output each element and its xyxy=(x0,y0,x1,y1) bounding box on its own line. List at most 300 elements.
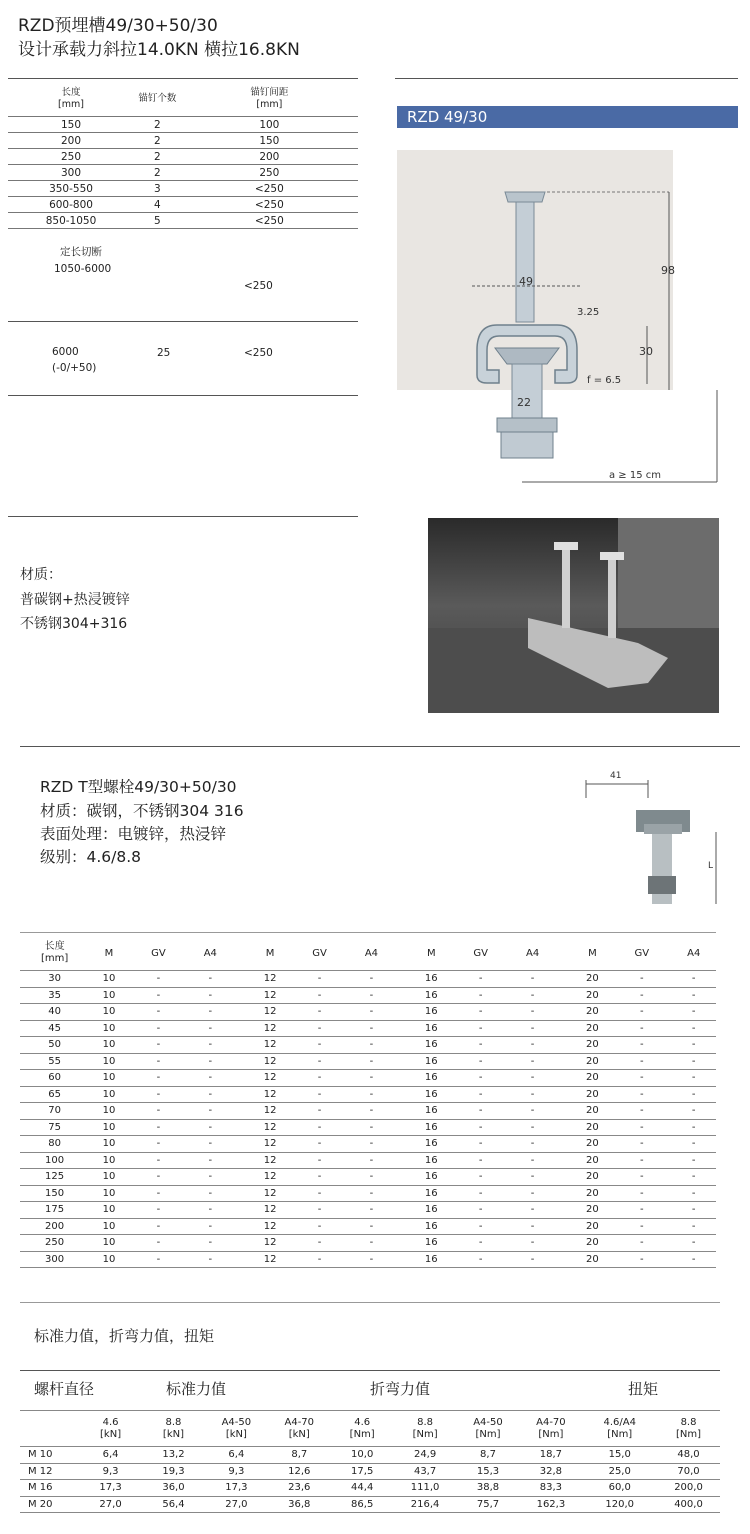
table-cell: - xyxy=(369,1171,374,1183)
table-cell: 35 xyxy=(48,989,61,1001)
table-row xyxy=(20,1152,716,1169)
table-cell: - xyxy=(156,1088,161,1100)
cut-length: 1050-6000 xyxy=(54,263,112,275)
spec-cell: 100 xyxy=(259,118,280,131)
table-cell: - xyxy=(691,1072,696,1084)
spec-table-row xyxy=(8,180,358,196)
table-row xyxy=(20,1168,716,1185)
fixed-length: 6000 xyxy=(52,346,79,358)
table-cell: - xyxy=(208,989,213,1001)
table-cell: - xyxy=(478,1105,483,1117)
bolt-table-header xyxy=(20,936,716,970)
table-cell: - xyxy=(691,1105,696,1117)
table-row xyxy=(20,1496,720,1513)
table-cell: 16 xyxy=(424,1105,438,1117)
table-cell: 45 xyxy=(48,1022,61,1034)
table-cell: - xyxy=(208,1204,213,1216)
table-cell: - xyxy=(156,1039,161,1051)
table-cell: - xyxy=(530,973,535,985)
table-cell: 75,7 xyxy=(476,1498,500,1510)
table-cell: 27,0 xyxy=(99,1498,122,1510)
table-cell: - xyxy=(478,1204,483,1216)
table-cell: 10 xyxy=(102,1006,116,1018)
table-cell: - xyxy=(208,1121,213,1133)
table-cell: - xyxy=(317,1022,322,1034)
table-row xyxy=(20,1020,716,1037)
table-cell: 16 xyxy=(424,1220,438,1232)
table-cell: 16 xyxy=(424,1138,438,1150)
table-cell: - xyxy=(317,973,322,985)
table-cell: 16 xyxy=(424,989,438,1001)
table-row xyxy=(20,1251,716,1268)
table-cell: 20 xyxy=(586,1055,599,1067)
bolt-table xyxy=(20,936,716,1268)
bolt-title: RZD T型螺栓49/30+50/30 xyxy=(40,778,237,796)
table-cell: 20 xyxy=(586,1039,599,1051)
table-cell: M 20 xyxy=(28,1498,53,1510)
table-cell: - xyxy=(691,1171,696,1183)
spec-table-row xyxy=(8,116,358,132)
table-cell: - xyxy=(691,1154,696,1166)
table-cell: - xyxy=(530,1022,535,1034)
table-cell: 12 xyxy=(263,1072,277,1084)
table-cell: 20 xyxy=(586,1154,599,1166)
table-cell: - xyxy=(530,1187,535,1199)
table-cell: - xyxy=(317,1220,322,1232)
material-line2: 不锈钢304+316 xyxy=(20,616,128,632)
table-cell: 70 xyxy=(48,1105,61,1117)
table-cell: - xyxy=(317,1253,322,1265)
table-cell: M 16 xyxy=(28,1482,53,1494)
table-cell: 16 xyxy=(424,1204,438,1216)
t-bolt-drawing xyxy=(570,760,730,910)
table-cell: 70,0 xyxy=(677,1465,700,1477)
table-cell: 20 xyxy=(586,1022,599,1034)
table-cell: 9,3 xyxy=(102,1465,119,1477)
table-cell: - xyxy=(478,1072,483,1084)
table-cell: 12 xyxy=(263,1039,277,1051)
table-cell: 83,3 xyxy=(539,1482,563,1494)
table-cell: - xyxy=(478,1187,483,1199)
divider xyxy=(8,78,358,79)
table-cell: - xyxy=(640,1204,644,1216)
table-cell: - xyxy=(640,1237,644,1249)
table-cell: 16 xyxy=(424,1022,438,1034)
table-cell: - xyxy=(156,1253,161,1265)
table-cell: - xyxy=(156,1220,161,1232)
table-cell: - xyxy=(156,1121,161,1133)
table-cell: 6,4 xyxy=(228,1449,245,1461)
table-cell: 400,0 xyxy=(674,1498,703,1510)
force-subheader-cell: 8.8 [kN] xyxy=(162,1416,184,1440)
table-cell: 16 xyxy=(424,1121,438,1133)
table-cell: 17,3 xyxy=(225,1482,248,1494)
table-row xyxy=(20,1185,716,1202)
table-cell: 20 xyxy=(586,1105,599,1117)
table-cell: - xyxy=(369,1237,374,1249)
spec-table-row xyxy=(8,196,358,212)
divider xyxy=(8,321,358,322)
table-cell: 10 xyxy=(102,1039,116,1051)
table-cell: 16 xyxy=(424,1253,438,1265)
header-gv3: GV xyxy=(473,947,488,959)
table-cell: - xyxy=(691,1088,696,1100)
group-diameter: 螺杆直径 xyxy=(34,1380,95,1398)
spec-cell: 200 xyxy=(60,134,82,147)
force-subheader-cell: A4-70 [Nm] xyxy=(536,1416,566,1440)
force-subheader-cell: A4-50 [kN] xyxy=(221,1416,252,1440)
table-cell: 10 xyxy=(102,1022,116,1034)
table-cell: 16 xyxy=(424,1006,438,1018)
table-cell: - xyxy=(369,1105,374,1117)
header-gv2: GV xyxy=(312,947,327,959)
dim-41: 41 xyxy=(610,771,622,781)
table-cell: - xyxy=(156,1187,161,1199)
spec-cell: <250 xyxy=(254,182,284,195)
table-cell: - xyxy=(640,1154,644,1166)
table-cell: 17,3 xyxy=(99,1482,122,1494)
table-cell: 12 xyxy=(263,989,277,1001)
table-cell: - xyxy=(369,1253,374,1265)
table-cell: - xyxy=(156,973,161,985)
table-cell: 12 xyxy=(263,1138,277,1150)
table-cell: M 10 xyxy=(28,1449,53,1461)
table-cell: 20 xyxy=(586,1088,599,1100)
table-cell: - xyxy=(208,1072,213,1084)
table-cell: 10 xyxy=(102,973,116,985)
table-cell: 24,9 xyxy=(413,1449,437,1461)
table-cell: - xyxy=(208,1022,213,1034)
table-row xyxy=(20,1036,716,1053)
table-cell: - xyxy=(478,973,483,985)
table-cell: - xyxy=(369,1187,374,1199)
table-cell: 40 xyxy=(48,1006,61,1018)
table-cell: 12 xyxy=(263,1171,277,1183)
table-cell: - xyxy=(317,1171,322,1183)
table-cell: - xyxy=(640,1121,644,1133)
force-title: 标准力值，折弯力值，扭矩 xyxy=(34,1327,215,1345)
table-cell: - xyxy=(369,1006,374,1018)
table-cell: - xyxy=(691,1187,696,1199)
table-cell: 200 xyxy=(45,1220,65,1232)
table-cell: - xyxy=(369,1088,374,1100)
table-cell: 16 xyxy=(424,1171,438,1183)
table-cell: 60 xyxy=(48,1072,61,1084)
table-cell: 120,0 xyxy=(605,1498,635,1510)
table-cell: - xyxy=(640,989,644,1001)
table-cell: - xyxy=(478,1253,483,1265)
table-cell: 10,0 xyxy=(351,1449,374,1461)
table-cell: 100 xyxy=(45,1154,65,1166)
divider xyxy=(20,1302,720,1303)
table-cell: 20 xyxy=(586,1006,599,1018)
table-cell: 16 xyxy=(424,1088,438,1100)
table-cell: - xyxy=(640,1253,644,1265)
fixed-tolerance: (-0/+50) xyxy=(52,362,97,374)
spec-table-row xyxy=(8,132,358,148)
table-cell: - xyxy=(478,1138,483,1150)
table-cell: 12 xyxy=(263,1105,277,1117)
table-cell: 10 xyxy=(102,1237,116,1249)
table-cell: - xyxy=(317,1105,322,1117)
table-cell: - xyxy=(530,1237,535,1249)
table-cell: - xyxy=(156,1204,161,1216)
table-cell: - xyxy=(208,1220,213,1232)
spec-cell: 150 xyxy=(60,118,82,131)
table-cell: - xyxy=(530,1121,535,1133)
table-cell: 10 xyxy=(102,1220,116,1232)
table-cell: 216,4 xyxy=(410,1498,440,1510)
table-cell: 20 xyxy=(586,1072,599,1084)
table-cell: 8,7 xyxy=(480,1449,496,1461)
force-subheader-cell: 4.6 [Nm] xyxy=(349,1416,375,1440)
table-cell: - xyxy=(369,1055,374,1067)
table-cell: - xyxy=(691,1006,696,1018)
force-table-body xyxy=(20,1446,720,1512)
divider xyxy=(20,932,716,933)
table-cell: - xyxy=(530,1154,535,1166)
dim-98: 98 xyxy=(661,264,675,277)
spec-table-header xyxy=(8,82,358,116)
force-subheader-cell: A4-50 [Nm] xyxy=(473,1416,503,1440)
channel-drawing xyxy=(397,150,738,490)
table-cell: 19,3 xyxy=(162,1465,185,1477)
table-cell: 75 xyxy=(48,1121,61,1133)
table-cell: - xyxy=(478,1171,483,1183)
table-row xyxy=(20,1102,716,1119)
table-cell: 27,0 xyxy=(225,1498,248,1510)
table-cell: - xyxy=(478,1220,483,1232)
group-bending: 折弯力值 xyxy=(370,1380,431,1398)
header-m3: M xyxy=(426,947,436,959)
table-cell: 20 xyxy=(586,989,599,1001)
table-cell: - xyxy=(640,1138,644,1150)
force-subheader-cell: A4-70 [kN] xyxy=(284,1416,315,1440)
header-gv4: GV xyxy=(634,947,650,959)
table-cell: 36,8 xyxy=(288,1498,311,1510)
table-row xyxy=(20,970,716,987)
cut-spacing: <250 xyxy=(244,280,273,292)
table-cell: - xyxy=(208,1138,213,1150)
table-cell: 20 xyxy=(586,1138,599,1150)
header-m4: M xyxy=(588,947,597,959)
table-cell: 12 xyxy=(263,1187,277,1199)
header-anchor-count: 锚钉个数 xyxy=(138,93,177,104)
table-cell: - xyxy=(317,1039,322,1051)
table-cell: 175 xyxy=(45,1204,65,1216)
table-cell: 250 xyxy=(45,1237,65,1249)
spec-cell: 150 xyxy=(259,134,280,147)
spec-cell: 2 xyxy=(153,134,161,147)
table-cell: - xyxy=(530,1088,535,1100)
table-cell: - xyxy=(691,989,696,1001)
spec-table-row xyxy=(8,212,358,228)
table-cell: 8,7 xyxy=(291,1449,308,1461)
table-cell: 16 xyxy=(424,1187,438,1199)
table-cell: 25,0 xyxy=(608,1465,631,1477)
table-cell: 6,4 xyxy=(102,1449,119,1461)
divider xyxy=(20,1370,720,1371)
table-cell: 20 xyxy=(586,1220,599,1232)
spec-table-row xyxy=(8,148,358,164)
table-cell: - xyxy=(156,1154,161,1166)
table-cell: - xyxy=(317,1121,322,1133)
table-cell: - xyxy=(369,1138,374,1150)
table-cell: - xyxy=(369,989,374,1001)
table-cell: - xyxy=(156,1022,161,1034)
header-length: 长度 [mm] xyxy=(58,87,84,110)
table-cell: - xyxy=(691,1204,696,1216)
table-cell: 86,5 xyxy=(351,1498,374,1510)
table-cell: - xyxy=(530,1171,535,1183)
table-cell: - xyxy=(317,1006,322,1018)
table-cell: - xyxy=(478,1088,483,1100)
table-cell: - xyxy=(317,989,322,1001)
table-cell: - xyxy=(208,1105,213,1117)
table-cell: 20 xyxy=(586,1204,599,1216)
header-m2: M xyxy=(265,947,275,959)
table-cell: - xyxy=(156,1171,161,1183)
bolt-table-body xyxy=(20,970,716,1267)
dim-325: 3.25 xyxy=(577,307,600,318)
table-cell: 16 xyxy=(424,1072,438,1084)
spec-cell: <250 xyxy=(254,198,284,211)
table-cell: - xyxy=(208,1253,213,1265)
table-row xyxy=(20,1119,716,1136)
divider xyxy=(8,395,358,396)
table-cell: 20 xyxy=(586,1253,599,1265)
table-cell: 23,6 xyxy=(288,1482,311,1494)
header-anchor-spacing: 锚钉间距 [mm] xyxy=(250,87,289,110)
spec-cell: 2 xyxy=(153,118,161,131)
table-cell: 200,0 xyxy=(674,1482,703,1494)
table-cell: 162,3 xyxy=(536,1498,566,1510)
dim-L: L xyxy=(708,861,714,871)
table-cell: - xyxy=(691,1138,696,1150)
table-cell: - xyxy=(156,1055,161,1067)
table-cell: - xyxy=(640,1022,644,1034)
table-cell: - xyxy=(530,1138,535,1150)
table-cell: - xyxy=(317,1138,322,1150)
cut-label: 定长切断 xyxy=(60,246,102,258)
dim-30: 30 xyxy=(639,345,653,358)
table-cell: - xyxy=(208,1088,213,1100)
table-cell: 20 xyxy=(586,1187,599,1199)
table-cell: - xyxy=(691,1039,696,1051)
header-a42: A4 xyxy=(364,947,379,959)
group-torque: 扭矩 xyxy=(628,1380,659,1398)
spec-cell: 5 xyxy=(153,214,161,227)
dim-49: 49 xyxy=(519,275,533,288)
table-cell: - xyxy=(530,1055,535,1067)
table-cell: - xyxy=(691,1055,696,1067)
table-cell: - xyxy=(369,1121,374,1133)
table-cell: - xyxy=(156,1138,161,1150)
table-row xyxy=(20,1463,720,1480)
force-subheader-cell: 4.6/A4 [Nm] xyxy=(603,1416,636,1440)
page-subtitle: 设计承载力斜拉14.0KN 横拉16.8KN xyxy=(18,40,300,60)
table-cell: 36,0 xyxy=(162,1482,185,1494)
table-row xyxy=(20,1135,716,1152)
spec-cell: 350-550 xyxy=(49,182,93,195)
header-a43: A4 xyxy=(525,947,540,959)
page-title: RZD预埋槽49/30+50/30 xyxy=(18,16,218,36)
spec-cell: <250 xyxy=(254,214,284,227)
spec-cell: 2 xyxy=(153,150,161,163)
spec-cell: 200 xyxy=(259,150,280,163)
header-length: 长度 [mm] xyxy=(40,941,69,964)
spec-cell: 250 xyxy=(60,150,82,163)
table-cell: 15,3 xyxy=(476,1465,500,1477)
spec-cell: 300 xyxy=(60,166,82,179)
header-gv1: GV xyxy=(151,947,166,959)
table-row xyxy=(20,1201,716,1218)
table-cell: 10 xyxy=(102,1171,116,1183)
divider xyxy=(395,78,738,79)
table-cell: 48,0 xyxy=(677,1449,700,1461)
table-cell: 56,4 xyxy=(162,1498,185,1510)
table-cell: - xyxy=(640,1105,644,1117)
table-cell: - xyxy=(317,1072,322,1084)
table-cell: - xyxy=(156,1105,161,1117)
table-cell: - xyxy=(156,989,161,1001)
table-cell: 16 xyxy=(424,1055,438,1067)
table-cell: - xyxy=(369,1154,374,1166)
table-cell: 12 xyxy=(263,1088,277,1100)
table-cell: 15,0 xyxy=(608,1449,631,1461)
table-cell: - xyxy=(208,1055,213,1067)
table-cell: 12 xyxy=(263,1121,277,1133)
dim-ar: a ≥ 15 cm xyxy=(609,470,662,481)
table-cell: - xyxy=(317,1154,322,1166)
table-cell: - xyxy=(208,1187,213,1199)
table-cell: - xyxy=(640,1171,644,1183)
table-row xyxy=(20,1446,720,1463)
table-cell: - xyxy=(156,1237,161,1249)
table-cell: - xyxy=(640,1088,644,1100)
table-cell: - xyxy=(317,1237,322,1249)
table-cell: 18,7 xyxy=(539,1449,563,1461)
table-row xyxy=(20,1069,716,1086)
table-cell: - xyxy=(640,973,644,985)
table-cell: 10 xyxy=(102,1204,116,1216)
force-subheader xyxy=(20,1410,720,1446)
table-cell: 13,2 xyxy=(162,1449,185,1461)
spec-cell: 4 xyxy=(153,198,161,211)
table-cell: - xyxy=(478,1154,483,1166)
table-cell: 38,8 xyxy=(476,1482,500,1494)
table-cell: 12 xyxy=(263,1022,277,1034)
force-table xyxy=(20,1410,720,1513)
force-subheader-cell: 8.8 [Nm] xyxy=(412,1416,438,1440)
table-cell: 12 xyxy=(263,1055,277,1067)
table-row xyxy=(20,1234,716,1251)
table-cell: - xyxy=(478,1006,483,1018)
table-cell: 12 xyxy=(263,1006,277,1018)
table-row xyxy=(20,1218,716,1235)
table-cell: 55 xyxy=(48,1055,61,1067)
dim-f: f = 6.5 xyxy=(587,375,622,386)
table-cell: 10 xyxy=(102,1121,116,1133)
table-cell: - xyxy=(317,1187,322,1199)
table-cell: 16 xyxy=(424,1039,438,1051)
table-cell: - xyxy=(208,1171,213,1183)
table-cell: 9,3 xyxy=(228,1465,245,1477)
product-photo xyxy=(428,518,719,713)
table-cell: 125 xyxy=(45,1171,65,1183)
table-cell: 44,4 xyxy=(351,1482,374,1494)
table-cell: 12 xyxy=(263,1253,277,1265)
